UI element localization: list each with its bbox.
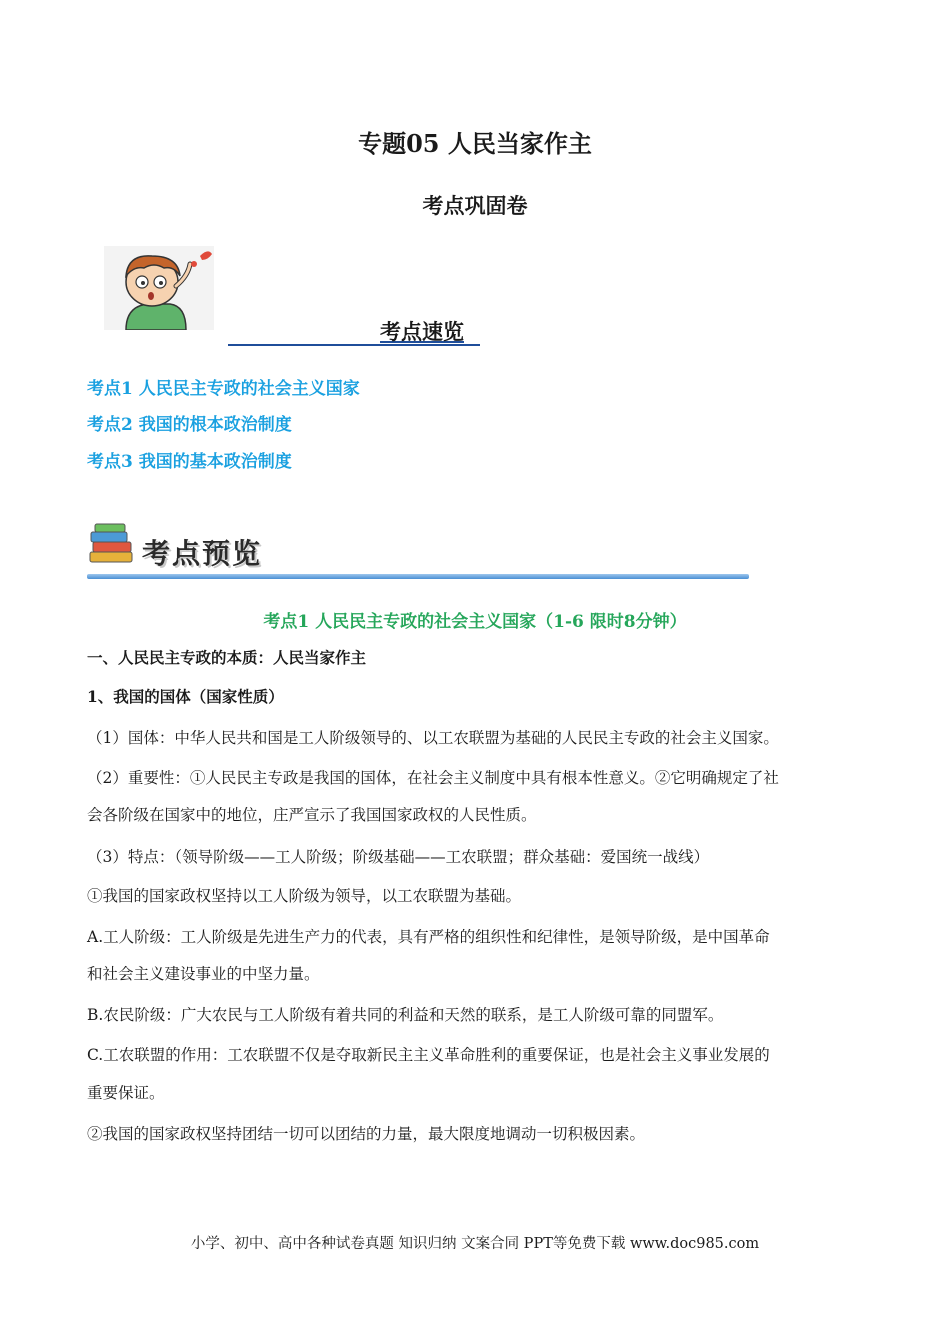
body-line-10: B.农民阶级：广大农民与工人阶级有着共同的利益和天然的联系，是工人阶级可靠的同盟军。 [87, 1006, 724, 1024]
page-footer: 小学、初中、高中各种试卷真题 知识归纳 文案合同 PPT等免费下载 www.doc985.com [190, 1236, 760, 1252]
page-subtitle: 考点巩固卷 [422, 193, 528, 218]
body-line-1: 一、人民民主专政的本质：人民当家作主 [87, 648, 367, 667]
body-line-12: 重要保证。 [87, 1084, 165, 1102]
body-line-7: ①我国的国家政权坚持以工人阶级为领导，以工农联盟为基础。 [87, 887, 522, 905]
body-line-3: （1）国体：中华人民共和国是工人阶级领导的、以工农联盟为基础的人民民主专政的社会主义国家。 [87, 729, 779, 747]
quick-view-heading: 考点速览 [380, 320, 464, 344]
body-line-5: 会各阶级在国家中的地位，庄严宣示了我国国家政权的人民性质。 [87, 806, 537, 824]
body-line-13: ②我国的国家政权坚持团结一切可以团结的力量，最大限度地调动一切积极因素。 [87, 1125, 646, 1143]
body-line-4: （2）重要性：①人民民主专政是我国的国体，在社会主义制度中具有根本性意义。②它明确规定了社 [87, 769, 779, 787]
toc-item-2[interactable]: 考点2 我国的根本政治制度 [87, 415, 292, 435]
body-line-11: C.工农联盟的作用：工农联盟不仅是夺取新民主主义革命胜利的重要保证，也是社会主义事业发展的 [87, 1046, 770, 1064]
toc-item-1[interactable]: 考点1 人民民主专政的社会主义国家 [87, 379, 360, 399]
toc-item-3[interactable]: 考点3 我国的基本政治制度 [87, 452, 292, 472]
page-title: 专题05 人民当家作主 [358, 129, 592, 158]
preview-banner [87, 518, 749, 584]
body-line-9: 和社会主义建设事业的中坚力量。 [87, 965, 320, 983]
thinking-boy-illustration [104, 246, 214, 330]
body-line-8: A.工人阶级：工人阶级是先进生产力的代表，具有严格的组织性和纪律性，是领导阶级，是中国革命 [87, 928, 770, 946]
preview-banner-title: 考点预览 [142, 537, 263, 570]
section-heading: 考点1 人民民主专政的社会主义国家（1-6 限时8分钟） [263, 612, 687, 632]
body-line-2: 1、我国的国体（国家性质） [87, 687, 284, 706]
preview-banner-bar [87, 574, 749, 579]
body-line-6: （3）特点：（领导阶级——工人阶级；阶级基础——工农联盟；群众基础：爱国统一战线） [87, 848, 710, 866]
books-icon [87, 518, 137, 568]
